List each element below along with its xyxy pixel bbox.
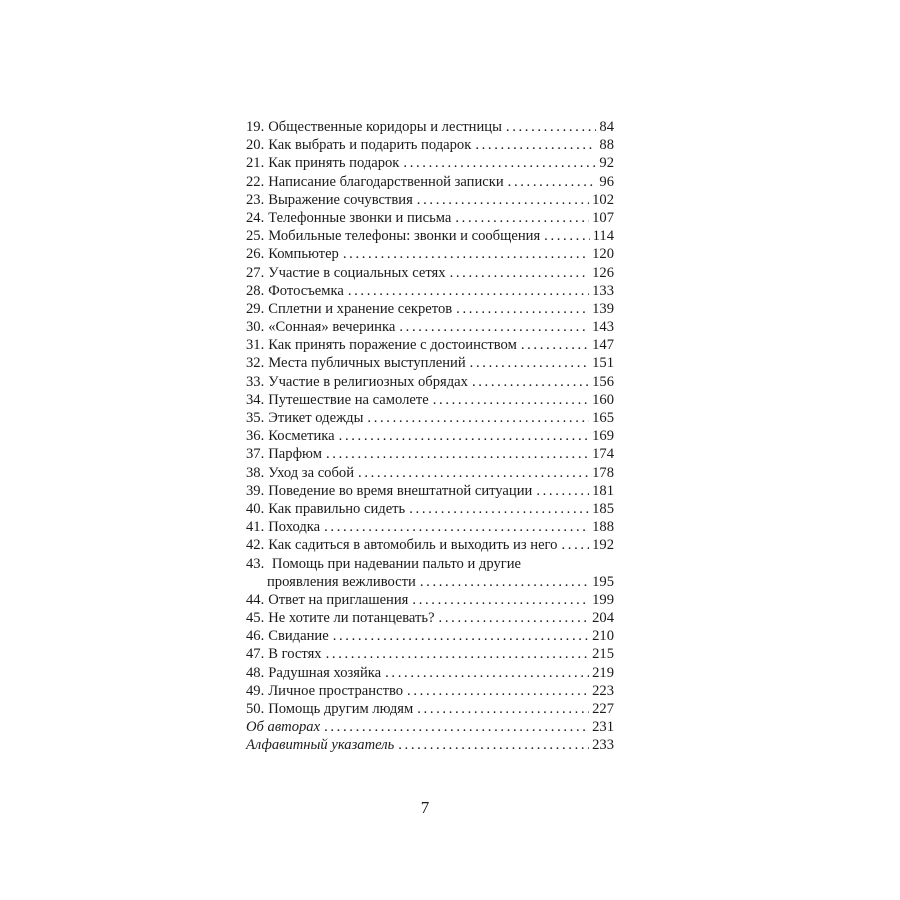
toc-entry[interactable]	[246, 591, 614, 609]
dot-leader	[470, 354, 589, 372]
toc-entry-page: 133	[592, 282, 614, 299]
toc-entry-title: Алфавитный указатель	[246, 737, 395, 754]
toc-entry-title: Этикет одежды	[268, 410, 364, 426]
toc-entry-title: Уход за собой	[268, 464, 355, 481]
toc-entry-title: Компьютер	[268, 246, 339, 263]
dot-leader	[475, 136, 596, 154]
toc-entry-page: 151	[592, 355, 614, 372]
toc-entry[interactable]	[246, 609, 614, 627]
toc-entry-title: Походка	[268, 519, 321, 536]
toc-entry-title: Помощь другим людям	[268, 701, 414, 717]
toc-entry-page: 178	[592, 464, 614, 481]
toc-entry-line-2	[246, 573, 614, 591]
toc-entry-title: Как правильно сидеть	[268, 500, 406, 517]
toc-entry[interactable]	[246, 136, 614, 154]
dot-leader	[433, 391, 589, 409]
toc-entry[interactable]	[246, 518, 614, 536]
toc-entry-title: Выражение сочувствия	[268, 191, 413, 208]
toc-entry-title: Как садиться в автомобиль и выходить из него	[268, 537, 558, 554]
toc-entry-number: 24.	[246, 209, 265, 226]
toc-entry-title: Написание благодарственной записки	[268, 173, 504, 190]
toc-entry-number: 26.	[246, 246, 265, 263]
toc-entry-title: Общественные коридоры и лестницы	[268, 119, 502, 135]
toc-entry-number: 40.	[246, 500, 265, 517]
dot-leader	[326, 645, 590, 663]
dot-leader	[506, 118, 597, 136]
toc-entry-title: Фотосъемка	[268, 282, 344, 299]
toc-entry[interactable]	[246, 209, 614, 227]
toc-entry[interactable]	[246, 336, 614, 354]
toc-entry[interactable]	[246, 173, 614, 191]
toc-entry-page: 114	[592, 228, 614, 245]
toc-entry-page: 156	[592, 373, 614, 390]
dot-leader	[508, 173, 597, 191]
toc-entry-page: 215	[592, 646, 614, 663]
toc-entry-number: 45.	[246, 610, 265, 627]
toc-entry-title-continued: проявления вежливости	[267, 573, 416, 590]
dot-leader	[420, 573, 589, 591]
toc-entry-page: 120	[592, 246, 614, 263]
table-of-contents	[246, 118, 614, 755]
toc-entry-index[interactable]	[246, 736, 614, 754]
dot-leader	[561, 536, 589, 554]
toc-entry-line-1	[246, 555, 614, 573]
toc-entry-number: 32.	[246, 355, 265, 372]
toc-entry-page: 107	[592, 209, 614, 226]
toc-entry-page: 204	[592, 610, 614, 627]
toc-entry[interactable]	[246, 373, 614, 391]
toc-entry-number: 43.	[246, 555, 265, 572]
toc-entry-number: 25.	[246, 228, 265, 245]
toc-entry-title: Участие в социальных сетях	[268, 264, 446, 281]
toc-entry-number: 21.	[246, 155, 265, 172]
toc-entry[interactable]	[246, 500, 614, 518]
dot-leader	[358, 464, 589, 482]
toc-entry[interactable]	[246, 354, 614, 372]
toc-entry-title: Парфюм	[268, 446, 322, 463]
toc-entry-page: 188	[592, 519, 614, 536]
toc-entry-number: 28.	[246, 282, 265, 299]
toc-entry-title: Личное пространство	[268, 682, 404, 699]
toc-entry[interactable]	[246, 645, 614, 663]
toc-entry-number: 29.	[246, 300, 265, 317]
toc-entry-title: Телефонные звонки и письма	[268, 209, 452, 226]
toc-entry-title: «Сонная» вечеринка	[268, 319, 396, 336]
toc-entry[interactable]	[246, 482, 614, 500]
dot-leader	[412, 591, 589, 609]
toc-entry-page: 195	[592, 573, 614, 590]
toc-entry-page: 231	[592, 719, 614, 736]
toc-entry-title: Поведение во время внештатной ситуации	[268, 482, 533, 499]
toc-entry-number: 50.	[246, 701, 265, 717]
toc-entry-title: Путешествие на самолете	[268, 391, 429, 408]
toc-entry[interactable]	[246, 409, 614, 427]
toc-entry-page: 147	[592, 337, 614, 354]
toc-entry-number: 49.	[246, 682, 265, 699]
toc-entry-page: 181	[592, 482, 614, 499]
toc-entry-title: Сплетни и хранение секретов	[268, 300, 453, 317]
toc-entry-number: 48.	[246, 664, 265, 681]
toc-entry-title: Как принять подарок	[268, 155, 400, 172]
toc-entry-page: 219	[592, 664, 614, 681]
toc-entry-page: 227	[592, 701, 614, 717]
toc-entry-page: 139	[592, 300, 614, 317]
toc-entry-page: 143	[592, 319, 614, 336]
toc-entry-page: 199	[592, 591, 614, 608]
dot-leader	[455, 209, 589, 227]
toc-entry[interactable]	[246, 227, 614, 245]
toc-entry-page: 126	[592, 264, 614, 281]
toc-entry-number: 30.	[246, 319, 265, 336]
toc-entry[interactable]	[246, 627, 614, 645]
toc-entry-number: 42.	[246, 537, 265, 554]
toc-entry[interactable]	[246, 318, 614, 336]
toc-entry-page: 92	[599, 155, 614, 172]
dot-leader	[343, 245, 589, 263]
toc-entry-page: 233	[592, 737, 614, 754]
toc-entry[interactable]	[246, 118, 614, 136]
dot-leader	[536, 482, 589, 500]
dot-leader	[398, 736, 589, 754]
toc-entry[interactable]	[246, 700, 614, 718]
toc-entry-title: В гостях	[268, 646, 322, 663]
toc-entry[interactable]	[246, 154, 614, 172]
dot-leader	[472, 373, 589, 391]
toc-entry[interactable]	[246, 391, 614, 409]
dot-leader	[324, 718, 589, 736]
toc-entry-number: 36.	[246, 428, 265, 445]
toc-entry-title: Мобильные телефоны: звонки и сообщения	[268, 228, 541, 245]
toc-entry-title: Как выбрать и подарить подарок	[268, 137, 472, 154]
toc-entry-title: Места публичных выступлений	[268, 355, 466, 372]
toc-entry-page: 84	[599, 119, 614, 135]
toc-entry[interactable]	[246, 445, 614, 463]
toc-entry-title: Ответ на приглашения	[268, 591, 409, 608]
toc-entry[interactable]	[246, 427, 614, 445]
toc-entry[interactable]	[246, 555, 614, 591]
toc-entry-number: 47.	[246, 646, 265, 663]
toc-entry-page: 169	[592, 428, 614, 445]
toc-entry-title: Об авторах	[246, 719, 321, 736]
dot-leader	[407, 682, 589, 700]
dot-leader	[326, 445, 589, 463]
dot-leader	[544, 227, 589, 245]
toc-entry-number: 46.	[246, 628, 265, 645]
toc-entry[interactable]	[246, 300, 614, 318]
dot-leader	[417, 191, 589, 209]
toc-entry-title: Как принять поражение с достоинством	[268, 337, 517, 354]
toc-entry[interactable]	[246, 664, 614, 682]
dot-leader	[456, 300, 589, 318]
dot-leader	[409, 500, 589, 518]
toc-entry-title: Не хотите ли потанцевать?	[268, 610, 435, 627]
toc-entry-number: 27.	[246, 264, 265, 281]
toc-entry[interactable]	[246, 682, 614, 700]
dot-leader	[399, 318, 589, 336]
toc-entry-title: Помощь при надевании пальто и другие	[271, 555, 522, 572]
toc-entry-page: 185	[592, 500, 614, 517]
dot-leader	[439, 609, 590, 627]
toc-entry-page: 88	[599, 137, 614, 154]
toc-entry-title: Участие в религиозных обрядах	[268, 373, 468, 390]
toc-entry-number: 22.	[246, 173, 265, 190]
toc-entry-title: Радушная хозяйка	[268, 664, 382, 681]
toc-entry[interactable]	[246, 282, 614, 300]
toc-entry[interactable]	[246, 191, 614, 209]
toc-entry-number: 31.	[246, 337, 265, 354]
toc-entry-number: 41.	[246, 519, 265, 536]
toc-entry-page: 210	[592, 628, 614, 645]
toc-entry-page: 102	[592, 191, 614, 208]
toc-entry-number: 44.	[246, 591, 265, 608]
toc-entry-page: 223	[592, 682, 614, 699]
toc-entry[interactable]	[246, 245, 614, 263]
dot-leader	[450, 264, 590, 282]
toc-entry-number: 33.	[246, 373, 265, 390]
toc-entry[interactable]	[246, 264, 614, 282]
toc-entry-page: 174	[592, 446, 614, 463]
dot-leader	[333, 627, 589, 645]
dot-leader	[385, 664, 589, 682]
toc-entry-number: 19.	[246, 119, 265, 135]
toc-entry-page: 192	[592, 537, 614, 554]
toc-entry-about-authors[interactable]	[246, 718, 614, 736]
toc-entry-page: 160	[592, 391, 614, 408]
dot-leader	[324, 518, 589, 536]
toc-entry-title: Косметика	[268, 428, 335, 445]
toc-entry-number: 20.	[246, 137, 265, 154]
toc-entry-number: 34.	[246, 391, 265, 408]
dot-leader	[348, 282, 589, 300]
toc-entry[interactable]	[246, 536, 614, 554]
toc-entry-title: Свидание	[268, 628, 329, 645]
toc-entry-number: 35.	[246, 410, 265, 426]
toc-entry-page: 96	[599, 173, 614, 190]
dot-leader	[521, 336, 589, 354]
toc-entry[interactable]	[246, 464, 614, 482]
toc-entry-page: 165	[592, 410, 614, 426]
dot-leader	[367, 409, 589, 427]
dot-leader	[417, 700, 589, 718]
toc-entry-number: 39.	[246, 482, 265, 499]
dot-leader	[339, 427, 589, 445]
toc-entry-number: 37.	[246, 446, 265, 463]
page-number: 7	[420, 798, 430, 817]
toc-entry-number: 38.	[246, 464, 265, 481]
dot-leader	[403, 154, 596, 172]
toc-entry-number: 23.	[246, 191, 265, 208]
